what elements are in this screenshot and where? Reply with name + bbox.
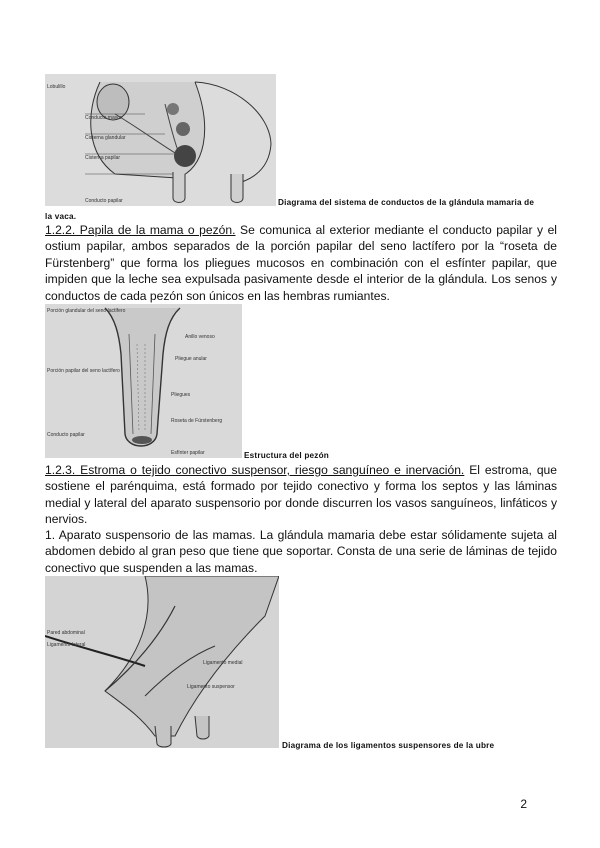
section-heading: 1.2.2. Papila de la mama o pezón. (45, 223, 236, 237)
fig2-label: Conducto papilar (47, 432, 85, 438)
fig2-label: Pliegues (171, 392, 191, 398)
fig2-label: Anillo venoso (185, 334, 215, 340)
fig2-label: Porción papilar del seno lactífero (47, 368, 120, 374)
fig2-label: Pliegue anular (175, 356, 207, 362)
figure-caption: Diagrama de los ligamentos suspensores de la ubre (282, 741, 495, 750)
teat-structure-illustration (45, 304, 242, 458)
list-item-suspensory-apparatus: 1. Aparato suspensorio de las mamas. La glándula mamaria debe estar sólidamente sujeta al abdomen debido al gran peso que tiene que soportar. Consta de una serie de láminas de tejido conectivo que suspenden a las mamas. (45, 528, 557, 575)
duct-system-illustration (45, 74, 276, 206)
section-body: Se comunica al exterior mediante el conducto papilar y el ostium papilar, ambos separados de la porción papilar del seno lactífero por la “roseta de Fürstenberg” que forma los pliegues mucosos en combinación con el esfínter papilar, que impiden que la leche sea expulsada pasivamente desde el interior de la glándula. Los senos y conductos de cada pezón son únicos en las hembras rumiantes. (45, 223, 557, 303)
section-heading: 1.2.3. Estroma o tejido conectivo suspensor, riesgo sanguíneo e inervación. (45, 463, 465, 477)
fig1-label: Lobulillo (47, 84, 66, 90)
fig2-label: Roseta de Fürstenberg (171, 418, 223, 424)
figure-teat-structure (45, 304, 242, 458)
fig2-label: Esfínter papilar (171, 450, 205, 456)
figure-caption-continued: la vaca. (45, 212, 77, 221)
fig3-label: Ligamento lateral (47, 642, 86, 648)
section-1-2-3 (45, 462, 557, 528)
section-body: El estroma, que sostiene el parénquima, está formado por tejido conectivo y forma los septos y las láminas medial y lateral del aparato suspensorio por donde discurren los vasos sanguíneos, linfáticos y nervios. (45, 463, 557, 527)
figure-suspensory-ligaments (45, 576, 279, 748)
figure-caption: Diagrama del sistema de conductos de la glándula mamaria de (278, 198, 535, 207)
fig1-label: Conducto mayor (85, 115, 122, 121)
suspensory-ligaments-illustration (45, 576, 279, 748)
fig1-label: Cisterna glandular (85, 135, 126, 141)
figure-caption: Estructura del pezón (244, 451, 329, 460)
section-1-2-2 (45, 222, 557, 304)
fig1-label: Cisterna papilar (85, 155, 121, 161)
fig3-label: Pared abdominal (47, 630, 85, 636)
fig3-label: Ligamento suspensor (187, 684, 235, 690)
page-number: 2 (520, 797, 527, 811)
fig2-label: Porción glandular del seno lactífero (47, 308, 126, 314)
figure-duct-system (45, 74, 276, 206)
fig1-label: Conducto papilar (85, 198, 123, 204)
fig3-label: Ligamento medial (203, 660, 243, 666)
